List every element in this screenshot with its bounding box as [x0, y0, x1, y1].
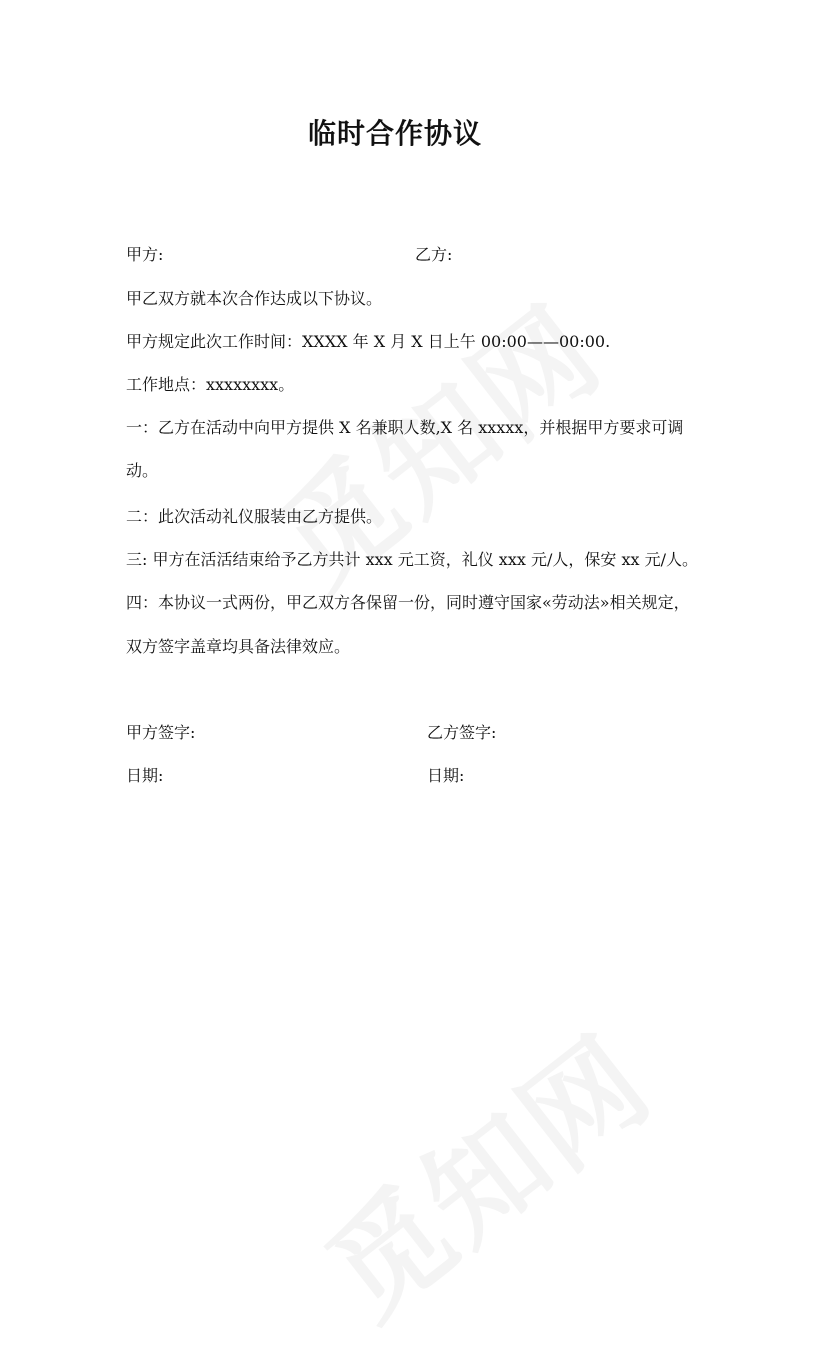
clause-1-line-1: 一：乙方在活动中向甲方提供 X 名兼职人数,X 名 xxxxx，并根据甲方要求可调	[126, 418, 684, 437]
party-a-signature-label: 甲方签字:	[126, 723, 196, 742]
party-a-date-label: 日期:	[126, 766, 164, 785]
party-b-label: 乙方:	[415, 245, 453, 264]
clause-3-text: 三: 甲方在活活结束给予乙方共计 xxx 元工资，礼仪 xxx 元/人，保安 xx 元/人。	[126, 550, 698, 569]
clause-4-line-1: 四：本协议一式两份，甲乙双方各保留一份，同时遵守国家«劳动法»相关规定，	[126, 593, 690, 612]
intro-text: 甲乙双方就本次合作达成以下协议。	[126, 289, 383, 308]
party-b-date-label: 日期:	[427, 766, 465, 785]
party-a-label: 甲方:	[126, 245, 164, 264]
clause-2-text: 二：此次活动礼仪服装由乙方提供。	[126, 507, 383, 526]
party-b-signature-label: 乙方签字:	[427, 723, 497, 742]
clause-4-line-2: 双方签字盖章均具备法律效应。	[126, 637, 351, 656]
work-place-text: 工作地点：xxxxxxxx。	[126, 375, 295, 394]
clause-1-line-2: 动。	[126, 461, 159, 480]
watermark	[286, 990, 679, 1349]
document-title: 临时合作协议	[307, 117, 482, 150]
work-time-text: 甲方规定此次工作时间：XXXX 年 X 月 X 日上午 00:00——00:00.	[126, 332, 611, 351]
